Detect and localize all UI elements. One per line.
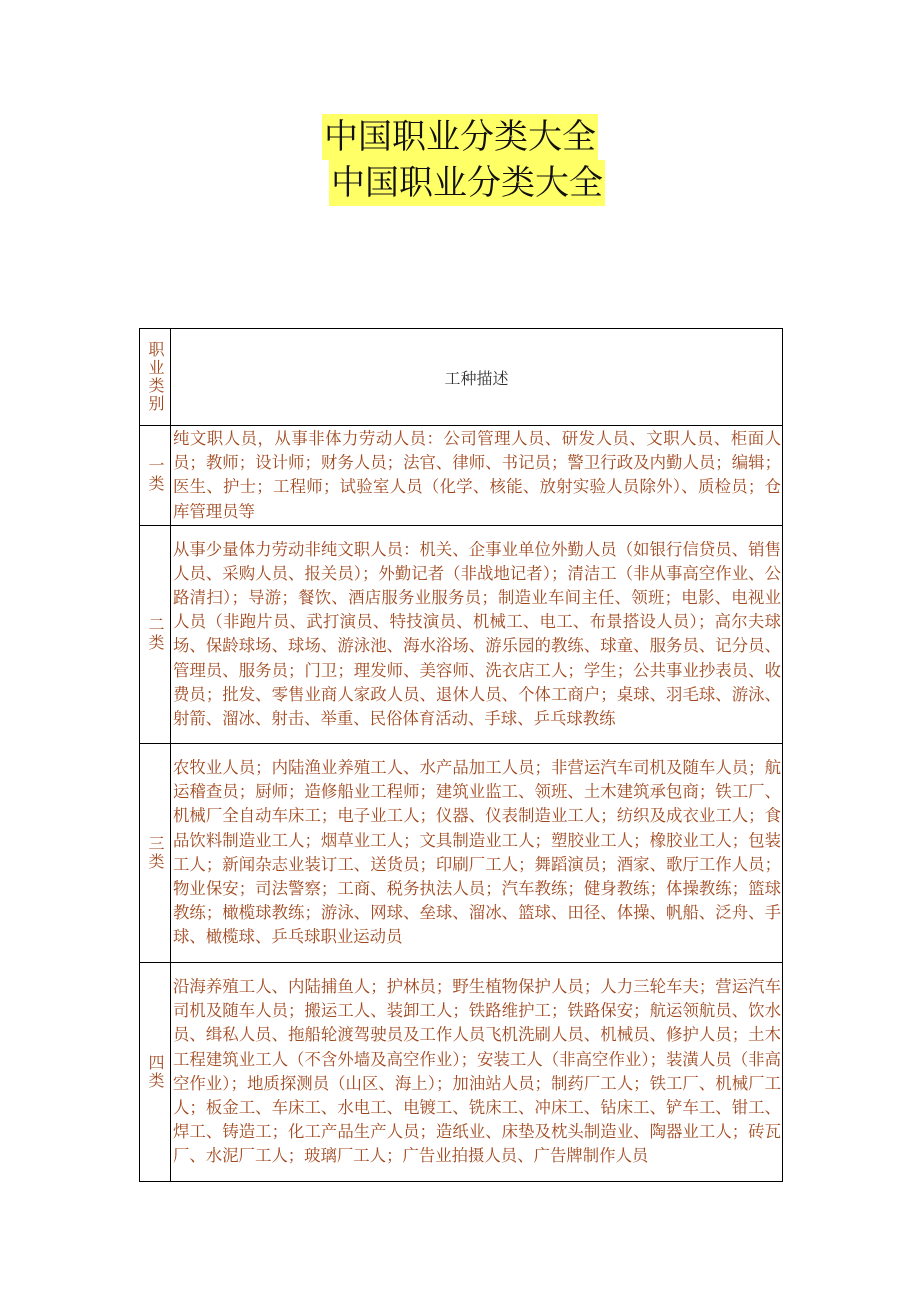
table-row [140, 426, 783, 526]
header-category: 职业类别 [146, 341, 165, 413]
category-label: 一类 [146, 457, 165, 494]
description-cell: 纯文职人员，从事非体力劳动人员：公司管理人员、研发人员、文职人员、柜面人员；教师；设计师；财务人员；法官、律师、书记员；警卫行政及内勤人员；编辑；医生、护士；工程师；试验室人员（化学、核能、放射实验人员除外）、质检员；仓库管理员等 [171, 426, 783, 526]
table-row [140, 962, 783, 1181]
category-cell [140, 426, 171, 526]
document-title: 中国职业分类大全 [322, 114, 598, 160]
table-row [140, 743, 783, 962]
document-title-repeat: 中国职业分类大全 [329, 160, 605, 206]
description-cell: 从事少量体力劳动非纯文职人员：机关、企事业单位外勤人员（如银行信贷员、销售人员、采购人员、报关员）；外勤记者（非战地记者）；清洁工（非从事高空作业、公路清扫）；导游；餐饮、酒店服务业服务员；制造业车间主任、领班；电影、电视业人员（非跑片员、武打演员、特技演员、机械工、电工、布景搭设人员）；高尔夫球场、保龄球场、球场、游泳池、海水浴场、游乐园的教练、球童、服务员、记分员、管理员、服务员；门卫；理发师、美容师、洗衣店工人；学生；公共事业抄表员、收费员；批发、零售业商人家政人员、退休人员、个体工商户；桌球、羽毛球、游泳、射箭、溜冰、射击、举重、民俗体育活动、手球、乒乓球教练 [171, 525, 783, 743]
header-description: 工种描述 [171, 329, 783, 426]
category-cell [140, 743, 171, 962]
category-label: 二类 [146, 616, 165, 653]
description-cell: 沿海养殖工人、内陆捕鱼人；护林员；野生植物保护人员；人力三轮车夫；营运汽车司机及随车人员；搬运工人、装卸工人；铁路维护工；铁路保安；航运领航员、饮水员、缉私人员、拖船轮渡驾驶员及工作人员飞机洗刷人员、机械员、修护人员；土木工程建筑业工人（不含外墙及高空作业）；安装工人（非高空作业）；装潢人员（非高空作业）；地质探测员（山区、海上）；加油站人员；制药厂工人；铁工厂、机械厂工人；板金工、车床工、水电工、电镀工、铣床工、冲床工、钻床工、铲车工、钳工、焊工、铸造工；化工产品生产人员；造纸业、床垫及枕头制造业、陶器业工人；砖瓦厂、水泥厂工人；玻璃厂工人；广告业拍摄人员、广告牌制作人员 [171, 962, 783, 1181]
header-category-cell [140, 329, 171, 426]
category-label: 四类 [146, 1053, 165, 1090]
table-row [140, 525, 783, 743]
category-label: 三类 [146, 834, 165, 871]
category-cell [140, 962, 171, 1181]
category-cell [140, 525, 171, 743]
occupation-table [139, 328, 783, 1182]
table-header-row [140, 329, 783, 426]
description-cell: 农牧业人员；内陆渔业养殖工人、水产品加工人员；非营运汽车司机及随车人员；航运稽查员；厨师；造修船业工程师；建筑业监工、领班、土木建筑承包商；铁工厂、机械厂全自动车床工；电子业工人；仪器、仪表制造业工人；纺织及成衣业工人；食品饮料制造业工人；烟草业工人；文具制造业工人；塑胶业工人；橡胶业工人；包装工人；新闻杂志业装订工、送货员；印刷厂工人；舞蹈演员；酒家、歌厅工作人员；物业保安；司法警察；工商、税务执法人员；汽车教练；健身教练；体操教练；篮球教练；橄榄球教练；游泳、网球、垒球、溜冰、篮球、田径、体操、帆船、泛舟、手球、橄榄球、乒乓球职业运动员 [171, 743, 783, 962]
title-block [0, 114, 920, 206]
